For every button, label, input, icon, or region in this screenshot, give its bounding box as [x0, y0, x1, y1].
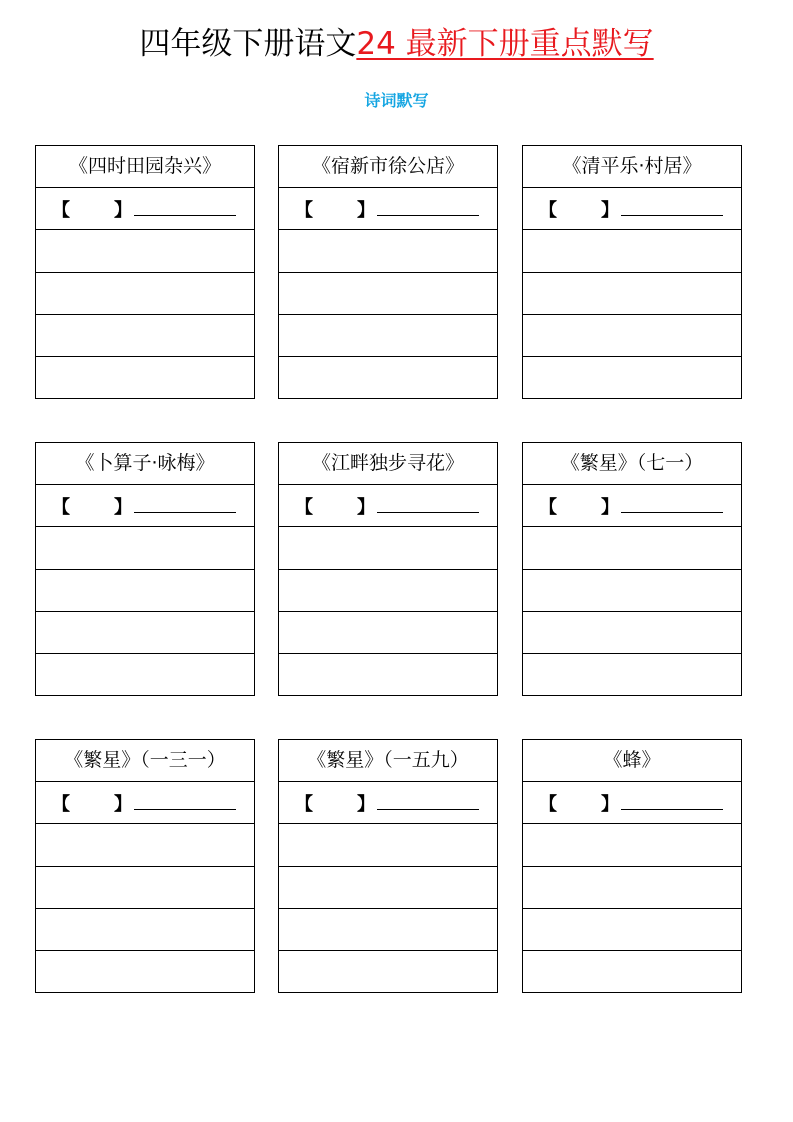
bracket-right: 】 [114, 497, 132, 519]
bracket-left: 【 [539, 794, 557, 816]
writing-line[interactable] [523, 315, 741, 357]
writing-line[interactable] [36, 527, 254, 569]
writing-line[interactable] [36, 273, 254, 315]
author-field[interactable] [279, 782, 497, 824]
writing-line[interactable] [36, 654, 254, 696]
writing-line[interactable] [523, 951, 741, 993]
poem-card [35, 442, 255, 696]
bracket-left: 【 [52, 497, 70, 519]
author-field[interactable] [279, 188, 497, 230]
poem-title: 《清平乐·村居》 [523, 146, 741, 188]
bracket-left: 【 [295, 497, 313, 519]
writing-line[interactable] [523, 357, 741, 399]
poem-card [35, 145, 255, 399]
poem-title: 《宿新市徐公店》 [279, 146, 497, 188]
poem-card [522, 739, 742, 993]
bracket-left: 【 [52, 794, 70, 816]
author-blank[interactable] [621, 215, 723, 216]
writing-line[interactable] [279, 909, 497, 951]
author-blank[interactable] [134, 215, 236, 216]
author-blank[interactable] [377, 809, 479, 810]
author-blank[interactable] [621, 512, 723, 513]
writing-line[interactable] [279, 570, 497, 612]
poem-card [278, 145, 498, 399]
writing-line[interactable] [36, 570, 254, 612]
bracket-left: 【 [539, 200, 557, 222]
writing-line[interactable] [523, 273, 741, 315]
author-blank[interactable] [377, 215, 479, 216]
writing-line[interactable] [36, 357, 254, 399]
writing-line[interactable] [279, 654, 497, 696]
bracket-left: 【 [295, 794, 313, 816]
poem-title: 《蜂》 [523, 740, 741, 782]
page-title [0, 22, 793, 66]
poem-title: 《繁星》（一三一） [36, 740, 254, 782]
poem-card [35, 739, 255, 993]
writing-line[interactable] [279, 612, 497, 654]
poem-title: 《卜算子·咏梅》 [36, 443, 254, 485]
writing-line[interactable] [523, 909, 741, 951]
title-grade: 四年级下册语文 [139, 26, 357, 62]
writing-line[interactable] [279, 527, 497, 569]
author-blank[interactable] [134, 512, 236, 513]
bracket-right: 】 [357, 794, 375, 816]
writing-line[interactable] [523, 527, 741, 569]
poem-card [522, 442, 742, 696]
author-field[interactable] [36, 188, 254, 230]
poem-title: 《繁星》（七一） [523, 443, 741, 485]
bracket-right: 】 [601, 497, 619, 519]
author-blank[interactable] [377, 512, 479, 513]
poem-card [522, 145, 742, 399]
title-highlight: 24 最新下册重点默写 [356, 26, 654, 62]
bracket-left: 【 [52, 200, 70, 222]
bracket-left: 【 [539, 497, 557, 519]
writing-line[interactable] [36, 909, 254, 951]
bracket-right: 】 [357, 200, 375, 222]
bracket-left: 【 [295, 200, 313, 222]
poem-title: 《四时田园杂兴》 [36, 146, 254, 188]
writing-line[interactable] [36, 230, 254, 272]
poem-card [278, 739, 498, 993]
writing-line[interactable] [279, 273, 497, 315]
writing-line[interactable] [279, 951, 497, 993]
bracket-right: 】 [601, 200, 619, 222]
section-subtitle: 诗词默写 [364, 91, 429, 110]
writing-line[interactable] [279, 357, 497, 399]
writing-line[interactable] [523, 230, 741, 272]
poem-title: 《江畔独步寻花》 [279, 443, 497, 485]
author-field[interactable] [523, 188, 741, 230]
writing-line[interactable] [36, 824, 254, 866]
writing-line[interactable] [523, 654, 741, 696]
bracket-right: 】 [357, 497, 375, 519]
writing-line[interactable] [36, 867, 254, 909]
author-blank[interactable] [621, 809, 723, 810]
author-field[interactable] [523, 485, 741, 527]
writing-line[interactable] [523, 867, 741, 909]
bracket-right: 】 [114, 200, 132, 222]
poem-card [278, 442, 498, 696]
writing-line[interactable] [523, 824, 741, 866]
author-blank[interactable] [134, 809, 236, 810]
writing-line[interactable] [279, 867, 497, 909]
writing-line[interactable] [523, 612, 741, 654]
author-field[interactable] [279, 485, 497, 527]
author-field[interactable] [523, 782, 741, 824]
writing-line[interactable] [36, 612, 254, 654]
bracket-right: 】 [601, 794, 619, 816]
bracket-right: 】 [114, 794, 132, 816]
writing-line[interactable] [36, 951, 254, 993]
writing-line[interactable] [279, 315, 497, 357]
writing-line[interactable] [523, 570, 741, 612]
author-field[interactable] [36, 485, 254, 527]
writing-line[interactable] [279, 230, 497, 272]
writing-line[interactable] [279, 824, 497, 866]
writing-line[interactable] [36, 315, 254, 357]
poem-title: 《繁星》（一五九） [279, 740, 497, 782]
author-field[interactable] [36, 782, 254, 824]
